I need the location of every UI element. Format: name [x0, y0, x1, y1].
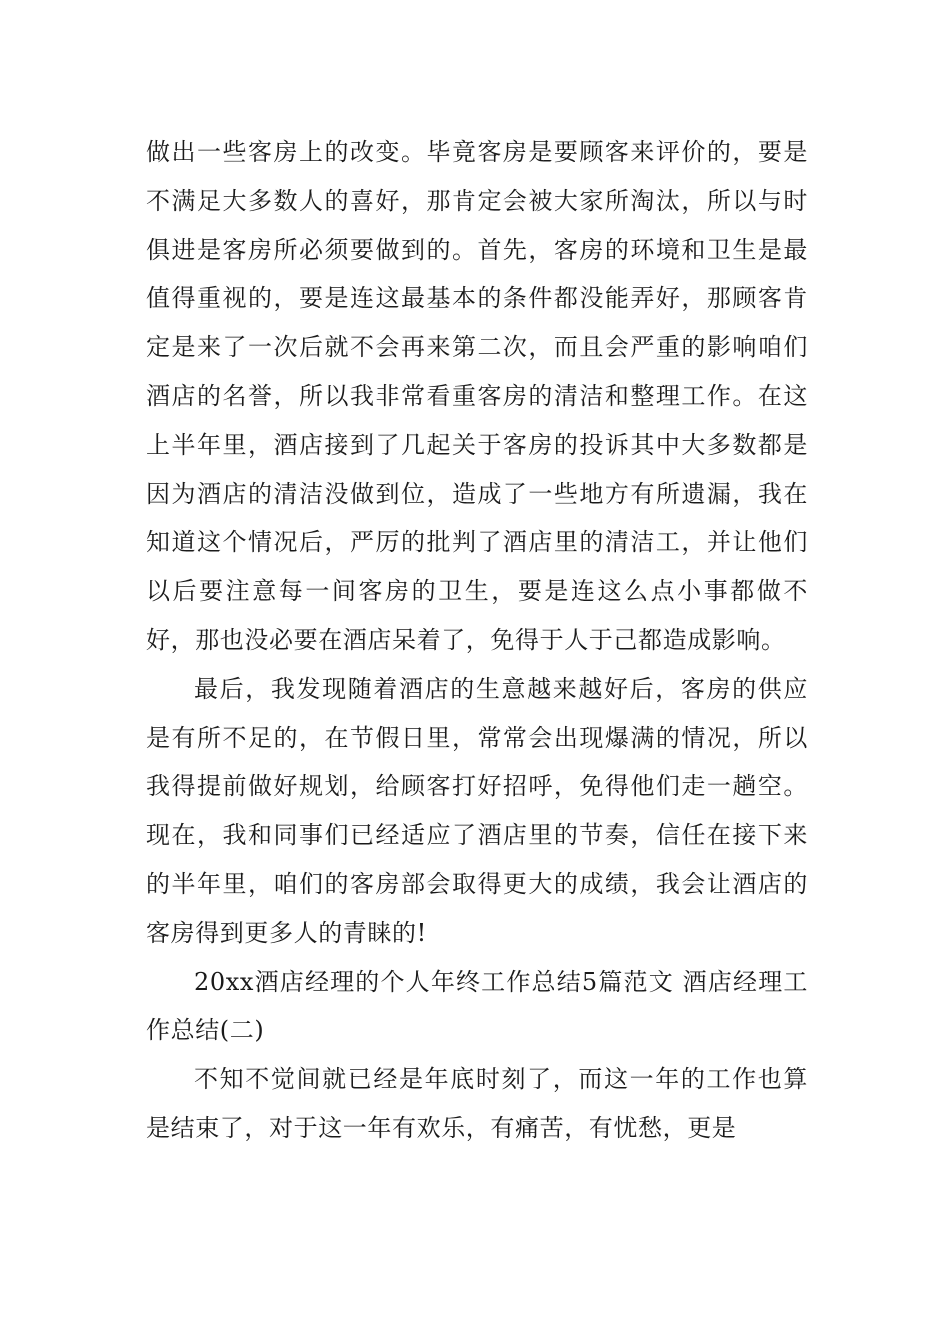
paragraph-finally: 最后，我发现随着酒店的生意越来越好后，客房的供应是有所不足的，在节假日里，常常会出现爆满的情况，所以我得提前做好规划，给顾客打好招呼，免得他们走一趟空。现在，我和同事们已经适应了酒店里的节奏，信任在接下来的半年里，咱们的客房部会取得更大的成绩，我会让酒店的客房得到更多人的青睐的!: [146, 674, 808, 947]
paragraph-continued: 做出一些客房上的改变。毕竟客房是要顾客来评价的，要是不满足大多数人的喜好，那肯定会被大家所淘汰，所以与时俱进是客房所必须要做到的。首先，客房的环境和卫生是最值得重视的，要是连这最基本的条件都没能弄好，那顾客肯定是来了一次后就不会再来第二次，而且会严重的影响咱们酒店的名誉，所以我非常看重客房的清洁和整理工作。在这上半年里，酒店接到了几起关于客房的投诉其中大多数都是因为酒店的清洁没做到位，造成了一些地方有所遗漏，我在知道这个情况后，严厉的批判了酒店里的清洁工，并让他们以后要注意每一间客房的卫生，要是连这么点小事都做不好，那也没必要在酒店呆着了，免得于人于己都造成影响。: [146, 138, 808, 654]
section-heading: 20xx酒店经理的个人年终工作总结5篇范文 酒店经理工作总结(二): [146, 967, 808, 1045]
body-text: [146, 128, 808, 1153]
paragraph-intro: 不知不觉间就已经是年底时刻了，而这一年的工作也算是结束了，对于这一年有欢乐，有痛苦，有忧愁，更是: [146, 1065, 808, 1142]
